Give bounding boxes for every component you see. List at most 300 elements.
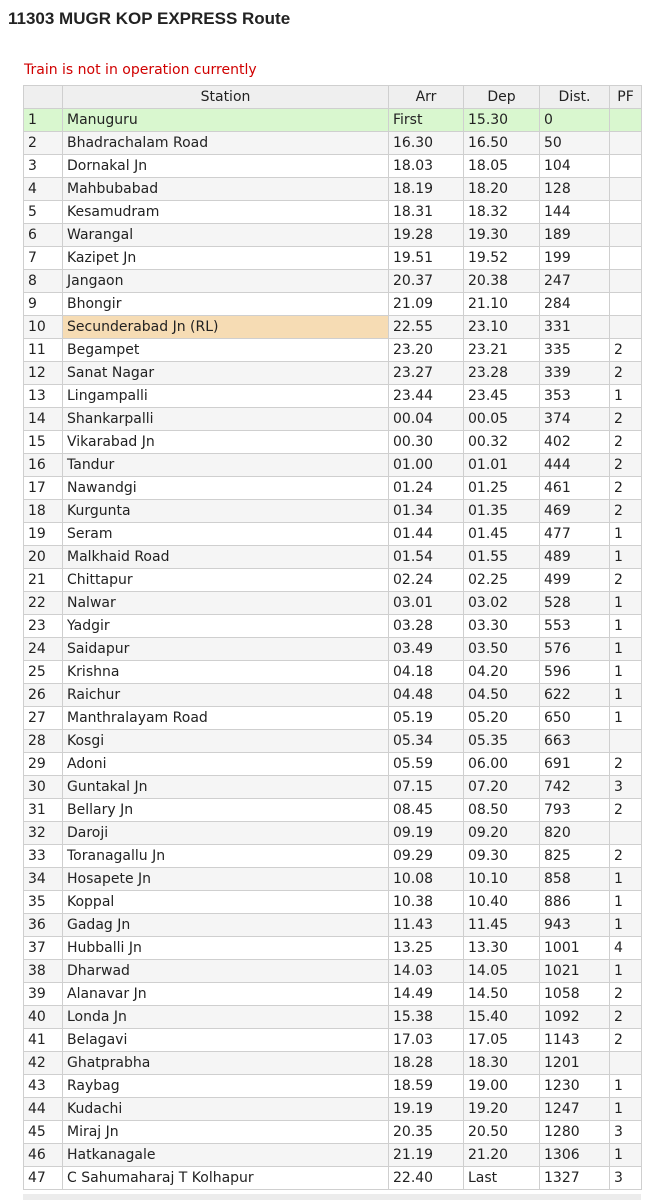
- table-row[interactable]: [24, 339, 642, 362]
- cell-dep: 01.35: [464, 500, 540, 523]
- cell-dist: 1247: [540, 1098, 610, 1121]
- cell-station: Begampet: [63, 339, 389, 362]
- cell-index: 40: [24, 1006, 63, 1029]
- cell-dep: 00.05: [464, 408, 540, 431]
- cell-station: Hatkanagale: [63, 1144, 389, 1167]
- cell-arr: 21.09: [389, 293, 464, 316]
- cell-dist: 1230: [540, 1075, 610, 1098]
- cell-dist: 1058: [540, 983, 610, 1006]
- cell-pf: 2: [610, 1006, 642, 1029]
- cell-dep: 19.20: [464, 1098, 540, 1121]
- table-row[interactable]: [24, 1075, 642, 1098]
- cell-arr: 22.40: [389, 1167, 464, 1190]
- cell-arr: 18.19: [389, 178, 464, 201]
- cell-arr: 07.15: [389, 776, 464, 799]
- cell-arr: 09.29: [389, 845, 464, 868]
- cell-dist: 331: [540, 316, 610, 339]
- cell-pf: 2: [610, 477, 642, 500]
- cell-index: 9: [24, 293, 63, 316]
- cell-station: C Sahumaharaj T Kolhapur: [63, 1167, 389, 1190]
- cell-index: 31: [24, 799, 63, 822]
- cell-station: Gadag Jn: [63, 914, 389, 937]
- cell-pf: 1: [610, 960, 642, 983]
- cell-pf: 2: [610, 845, 642, 868]
- cell-dep: 05.20: [464, 707, 540, 730]
- cell-dep: 01.55: [464, 546, 540, 569]
- table-row[interactable]: [24, 822, 642, 845]
- cell-dep: 14.05: [464, 960, 540, 983]
- cell-index: 33: [24, 845, 63, 868]
- col-header-dep: Dep: [464, 86, 540, 109]
- cell-station: Kurgunta: [63, 500, 389, 523]
- cell-station: Nawandgi: [63, 477, 389, 500]
- cell-dep: 18.20: [464, 178, 540, 201]
- cell-dist: 886: [540, 891, 610, 914]
- cell-pf: 2: [610, 983, 642, 1006]
- cell-dist: 1280: [540, 1121, 610, 1144]
- cell-pf: 1: [610, 707, 642, 730]
- table-row[interactable]: [24, 914, 642, 937]
- table-row[interactable]: [24, 1052, 642, 1075]
- cell-index: 38: [24, 960, 63, 983]
- cell-dist: 793: [540, 799, 610, 822]
- cell-dep: 21.10: [464, 293, 540, 316]
- cell-pf: [610, 155, 642, 178]
- cell-pf: [610, 730, 642, 753]
- cell-index: 10: [24, 316, 63, 339]
- table-row[interactable]: [24, 569, 642, 592]
- cell-arr: 01.24: [389, 477, 464, 500]
- cell-pf: 2: [610, 1029, 642, 1052]
- cell-pf: 1: [610, 661, 642, 684]
- table-row[interactable]: [24, 1006, 642, 1029]
- cell-arr: 15.38: [389, 1006, 464, 1029]
- cell-dist: 50: [540, 132, 610, 155]
- cell-dep: 06.00: [464, 753, 540, 776]
- cell-dist: 528: [540, 592, 610, 615]
- cell-dist: 469: [540, 500, 610, 523]
- table-row[interactable]: [24, 293, 642, 316]
- cell-pf: [610, 270, 642, 293]
- cell-arr: 16.30: [389, 132, 464, 155]
- cell-pf: 2: [610, 431, 642, 454]
- cell-dist: 1327: [540, 1167, 610, 1190]
- cell-dep: 18.05: [464, 155, 540, 178]
- cell-arr: 18.59: [389, 1075, 464, 1098]
- cell-arr: 22.55: [389, 316, 464, 339]
- table-row[interactable]: [24, 477, 642, 500]
- cell-index: 19: [24, 523, 63, 546]
- cell-pf: 2: [610, 408, 642, 431]
- table-row[interactable]: [24, 454, 642, 477]
- cell-dist: 104: [540, 155, 610, 178]
- cell-dep: 01.01: [464, 454, 540, 477]
- table-row[interactable]: [24, 638, 642, 661]
- cell-pf: 1: [610, 914, 642, 937]
- cell-pf: 2: [610, 569, 642, 592]
- cell-dist: 1306: [540, 1144, 610, 1167]
- cell-pf: 2: [610, 454, 642, 477]
- cell-station: Kudachi: [63, 1098, 389, 1121]
- cell-dist: 943: [540, 914, 610, 937]
- cell-dep: 09.20: [464, 822, 540, 845]
- table-row[interactable]: [24, 523, 642, 546]
- cell-dist: 247: [540, 270, 610, 293]
- cell-station: Ghatprabha: [63, 1052, 389, 1075]
- cell-station: Manuguru: [63, 109, 389, 132]
- table-row[interactable]: [24, 845, 642, 868]
- cell-arr: 03.01: [389, 592, 464, 615]
- cell-arr: 03.49: [389, 638, 464, 661]
- cell-station: Daroji: [63, 822, 389, 845]
- cell-arr: 23.27: [389, 362, 464, 385]
- table-row[interactable]: [24, 178, 642, 201]
- cell-index: 2: [24, 132, 63, 155]
- table-row[interactable]: [24, 201, 642, 224]
- cell-dist: 691: [540, 753, 610, 776]
- table-row[interactable]: [24, 799, 642, 822]
- cell-station: Nalwar: [63, 592, 389, 615]
- cell-dep: 01.25: [464, 477, 540, 500]
- cell-dist: 489: [540, 546, 610, 569]
- cell-arr: 00.30: [389, 431, 464, 454]
- cell-station: Saidapur: [63, 638, 389, 661]
- cell-dep: Last: [464, 1167, 540, 1190]
- col-header-arr: Arr: [389, 86, 464, 109]
- cell-index: 47: [24, 1167, 63, 1190]
- cell-pf: [610, 201, 642, 224]
- route-table: [23, 85, 642, 1190]
- cell-pf: 4: [610, 937, 642, 960]
- cell-pf: 2: [610, 339, 642, 362]
- page-title: 11303 MUGR KOP EXPRESS Route: [8, 9, 291, 28]
- cell-dep: 15.40: [464, 1006, 540, 1029]
- cell-dist: 1001: [540, 937, 610, 960]
- cell-station: Toranagallu Jn: [63, 845, 389, 868]
- cell-pf: 1: [610, 868, 642, 891]
- cell-dep: 03.02: [464, 592, 540, 615]
- cell-dep: 13.30: [464, 937, 540, 960]
- cell-dist: 402: [540, 431, 610, 454]
- cell-arr: 11.43: [389, 914, 464, 937]
- cell-station: Alanavar Jn: [63, 983, 389, 1006]
- table-row[interactable]: [24, 891, 642, 914]
- cell-dep: 23.45: [464, 385, 540, 408]
- cell-arr: 13.25: [389, 937, 464, 960]
- table-row[interactable]: [24, 385, 642, 408]
- cell-index: 27: [24, 707, 63, 730]
- cell-pf: 1: [610, 1098, 642, 1121]
- table-row[interactable]: [24, 1167, 642, 1190]
- cell-station: Kazipet Jn: [63, 247, 389, 270]
- cell-station: Krishna: [63, 661, 389, 684]
- cell-index: 15: [24, 431, 63, 454]
- table-row[interactable]: [24, 247, 642, 270]
- cell-index: 22: [24, 592, 63, 615]
- table-row[interactable]: [24, 1098, 642, 1121]
- cell-arr: 18.31: [389, 201, 464, 224]
- cell-pf: [610, 316, 642, 339]
- cell-dep: 07.20: [464, 776, 540, 799]
- cell-dist: 553: [540, 615, 610, 638]
- cell-dep: 11.45: [464, 914, 540, 937]
- cell-index: 28: [24, 730, 63, 753]
- table-row[interactable]: [24, 109, 642, 132]
- cell-pf: 2: [610, 799, 642, 822]
- cell-pf: 1: [610, 891, 642, 914]
- cell-pf: 2: [610, 362, 642, 385]
- cell-dep: 03.30: [464, 615, 540, 638]
- cell-dep: 10.10: [464, 868, 540, 891]
- table-row[interactable]: [24, 132, 642, 155]
- cell-arr: 19.51: [389, 247, 464, 270]
- table-row[interactable]: [24, 408, 642, 431]
- table-row[interactable]: [24, 270, 642, 293]
- cell-station: Hubballi Jn: [63, 937, 389, 960]
- cell-index: 17: [24, 477, 63, 500]
- cell-station: Jangaon: [63, 270, 389, 293]
- cell-arr: 01.54: [389, 546, 464, 569]
- table-row[interactable]: [24, 431, 642, 454]
- cell-dep: 18.32: [464, 201, 540, 224]
- cell-station: Tandur: [63, 454, 389, 477]
- cell-arr: 20.35: [389, 1121, 464, 1144]
- cell-dep: 21.20: [464, 1144, 540, 1167]
- cell-arr: 18.03: [389, 155, 464, 178]
- cell-station: Vikarabad Jn: [63, 431, 389, 454]
- cell-arr: 23.20: [389, 339, 464, 362]
- cell-station: Yadgir: [63, 615, 389, 638]
- cell-dep: 23.21: [464, 339, 540, 362]
- cell-index: 12: [24, 362, 63, 385]
- cell-dist: 374: [540, 408, 610, 431]
- cell-index: 37: [24, 937, 63, 960]
- cell-station: Mahbubabad: [63, 178, 389, 201]
- cell-station: Miraj Jn: [63, 1121, 389, 1144]
- cell-dep: 09.30: [464, 845, 540, 868]
- cell-pf: 1: [610, 684, 642, 707]
- cell-pf: 1: [610, 638, 642, 661]
- cell-pf: 1: [610, 385, 642, 408]
- cell-arr: 01.34: [389, 500, 464, 523]
- cell-dist: 1021: [540, 960, 610, 983]
- table-row[interactable]: [24, 224, 642, 247]
- status-message: Train is not in operation currently: [24, 62, 257, 78]
- cell-dist: 499: [540, 569, 610, 592]
- cell-index: 3: [24, 155, 63, 178]
- cell-pf: 1: [610, 1075, 642, 1098]
- table-header-row: [24, 86, 642, 109]
- cell-arr: 01.44: [389, 523, 464, 546]
- cell-pf: [610, 132, 642, 155]
- cell-arr: First: [389, 109, 464, 132]
- cell-dep: 10.40: [464, 891, 540, 914]
- table-row[interactable]: [24, 707, 642, 730]
- cell-station: Chittapur: [63, 569, 389, 592]
- table-row[interactable]: [24, 1144, 642, 1167]
- cell-station: Dharwad: [63, 960, 389, 983]
- cell-station: Kesamudram: [63, 201, 389, 224]
- table-row[interactable]: [24, 1121, 642, 1144]
- cell-pf: [610, 247, 642, 270]
- cell-index: 39: [24, 983, 63, 1006]
- cell-arr: 14.03: [389, 960, 464, 983]
- cell-arr: 05.34: [389, 730, 464, 753]
- cell-arr: 10.38: [389, 891, 464, 914]
- cell-dep: 08.50: [464, 799, 540, 822]
- cell-index: 14: [24, 408, 63, 431]
- cell-dep: 17.05: [464, 1029, 540, 1052]
- table-row[interactable]: [24, 316, 642, 339]
- cell-index: 25: [24, 661, 63, 684]
- cell-dist: 1201: [540, 1052, 610, 1075]
- cell-index: 8: [24, 270, 63, 293]
- cell-dep: 23.28: [464, 362, 540, 385]
- scroll-track: [23, 1194, 641, 1200]
- cell-arr: 08.45: [389, 799, 464, 822]
- cell-station: Bellary Jn: [63, 799, 389, 822]
- cell-dist: 576: [540, 638, 610, 661]
- cell-index: 41: [24, 1029, 63, 1052]
- cell-dist: 742: [540, 776, 610, 799]
- cell-arr: 14.49: [389, 983, 464, 1006]
- cell-index: 46: [24, 1144, 63, 1167]
- cell-dist: 820: [540, 822, 610, 845]
- cell-station: Bhongir: [63, 293, 389, 316]
- cell-dep: 04.50: [464, 684, 540, 707]
- table-row[interactable]: [24, 500, 642, 523]
- cell-index: 4: [24, 178, 63, 201]
- table-row[interactable]: [24, 155, 642, 178]
- cell-dist: 650: [540, 707, 610, 730]
- cell-station: Secunderabad Jn (RL): [63, 316, 389, 339]
- table-row[interactable]: [24, 983, 642, 1006]
- cell-pf: [610, 109, 642, 132]
- cell-dist: 596: [540, 661, 610, 684]
- cell-index: 7: [24, 247, 63, 270]
- cell-station: Malkhaid Road: [63, 546, 389, 569]
- table-row[interactable]: [24, 1029, 642, 1052]
- cell-pf: [610, 224, 642, 247]
- table-row[interactable]: [24, 730, 642, 753]
- cell-arr: 20.37: [389, 270, 464, 293]
- cell-dep: 05.35: [464, 730, 540, 753]
- table-row[interactable]: [24, 960, 642, 983]
- cell-station: Koppal: [63, 891, 389, 914]
- table-row[interactable]: [24, 362, 642, 385]
- table-row[interactable]: [24, 776, 642, 799]
- cell-dist: 0: [540, 109, 610, 132]
- cell-arr: 02.24: [389, 569, 464, 592]
- cell-arr: 21.19: [389, 1144, 464, 1167]
- cell-dist: 444: [540, 454, 610, 477]
- cell-index: 34: [24, 868, 63, 891]
- cell-index: 21: [24, 569, 63, 592]
- cell-dist: 1092: [540, 1006, 610, 1029]
- col-header-dist: Dist.: [540, 86, 610, 109]
- cell-station: Seram: [63, 523, 389, 546]
- cell-dep: 19.52: [464, 247, 540, 270]
- cell-index: 35: [24, 891, 63, 914]
- col-header-pf: PF: [610, 86, 642, 109]
- cell-pf: 2: [610, 500, 642, 523]
- cell-dist: 1143: [540, 1029, 610, 1052]
- cell-station: Hosapete Jn: [63, 868, 389, 891]
- cell-dep: 20.38: [464, 270, 540, 293]
- cell-index: 29: [24, 753, 63, 776]
- cell-index: 30: [24, 776, 63, 799]
- table-row[interactable]: [24, 753, 642, 776]
- cell-station: Bhadrachalam Road: [63, 132, 389, 155]
- cell-dist: 477: [540, 523, 610, 546]
- cell-dep: 23.10: [464, 316, 540, 339]
- cell-arr: 01.00: [389, 454, 464, 477]
- cell-index: 45: [24, 1121, 63, 1144]
- cell-dep: 00.32: [464, 431, 540, 454]
- cell-dep: 19.30: [464, 224, 540, 247]
- cell-index: 26: [24, 684, 63, 707]
- cell-station: Adoni: [63, 753, 389, 776]
- cell-station: Lingampalli: [63, 385, 389, 408]
- cell-index: 1: [24, 109, 63, 132]
- cell-station: Londa Jn: [63, 1006, 389, 1029]
- table-row[interactable]: [24, 868, 642, 891]
- cell-index: 32: [24, 822, 63, 845]
- cell-station: Manthralayam Road: [63, 707, 389, 730]
- cell-station: Dornakal Jn: [63, 155, 389, 178]
- cell-arr: 05.19: [389, 707, 464, 730]
- cell-dist: 128: [540, 178, 610, 201]
- cell-pf: [610, 822, 642, 845]
- cell-station: Shankarpalli: [63, 408, 389, 431]
- cell-dist: 144: [540, 201, 610, 224]
- table-row[interactable]: [24, 592, 642, 615]
- col-header-index: [24, 86, 63, 109]
- cell-dist: 189: [540, 224, 610, 247]
- table-row[interactable]: [24, 615, 642, 638]
- cell-index: 16: [24, 454, 63, 477]
- cell-dep: 01.45: [464, 523, 540, 546]
- cell-index: 24: [24, 638, 63, 661]
- cell-station: Kosgi: [63, 730, 389, 753]
- cell-index: 13: [24, 385, 63, 408]
- route-table-body: [24, 109, 642, 1190]
- cell-index: 18: [24, 500, 63, 523]
- cell-dist: 284: [540, 293, 610, 316]
- cell-dep: 03.50: [464, 638, 540, 661]
- table-row[interactable]: [24, 684, 642, 707]
- cell-dep: 19.00: [464, 1075, 540, 1098]
- cell-arr: 03.28: [389, 615, 464, 638]
- cell-arr: 10.08: [389, 868, 464, 891]
- cell-arr: 18.28: [389, 1052, 464, 1075]
- cell-pf: 1: [610, 546, 642, 569]
- cell-index: 20: [24, 546, 63, 569]
- cell-index: 44: [24, 1098, 63, 1121]
- cell-station: Belagavi: [63, 1029, 389, 1052]
- cell-pf: 3: [610, 776, 642, 799]
- cell-dep: 15.30: [464, 109, 540, 132]
- cell-pf: 2: [610, 753, 642, 776]
- table-row[interactable]: [24, 937, 642, 960]
- cell-dep: 16.50: [464, 132, 540, 155]
- table-row[interactable]: [24, 546, 642, 569]
- cell-dist: 339: [540, 362, 610, 385]
- table-row[interactable]: [24, 661, 642, 684]
- cell-index: 6: [24, 224, 63, 247]
- cell-pf: [610, 293, 642, 316]
- cell-arr: 00.04: [389, 408, 464, 431]
